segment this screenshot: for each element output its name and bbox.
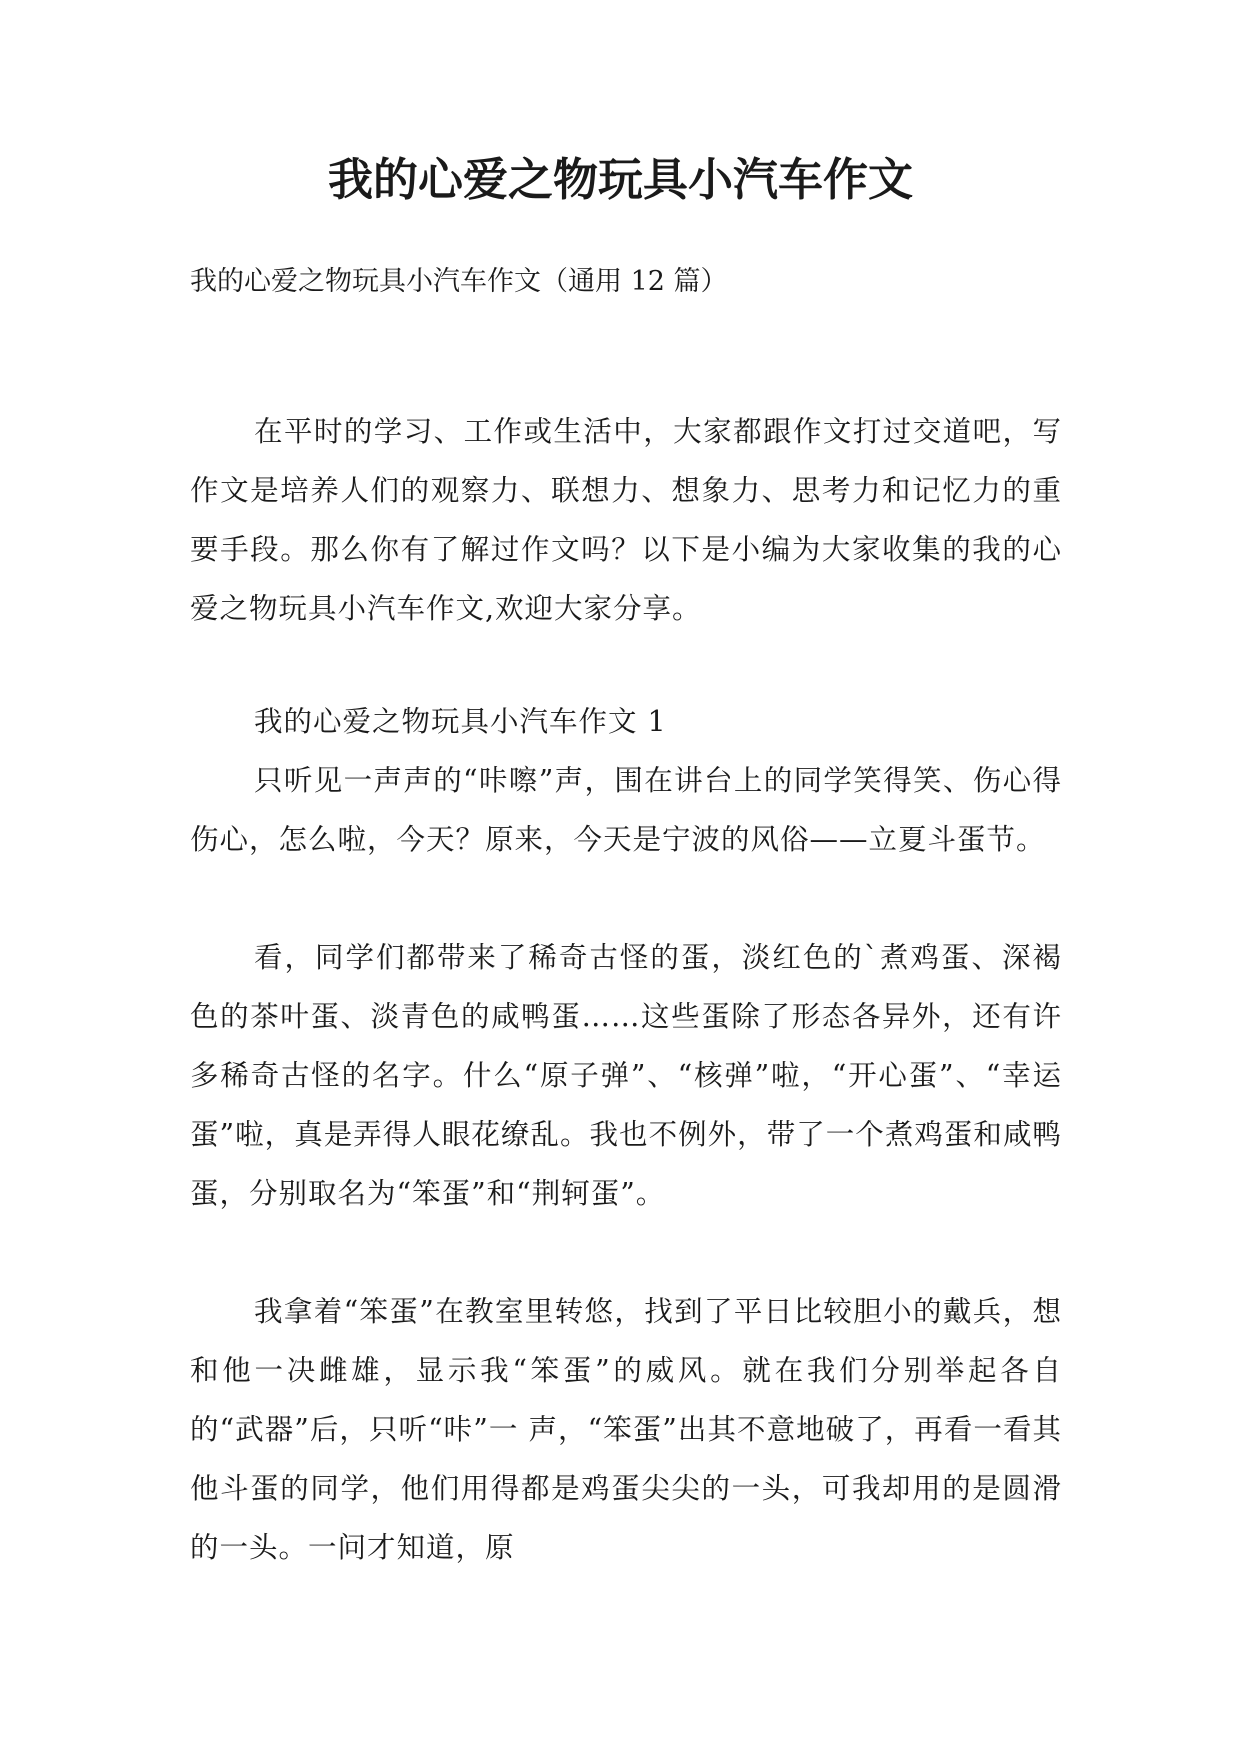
body-paragraph: 看，同学们都带来了稀奇古怪的蛋，淡红色的`煮鸡蛋、深褐色的茶叶蛋、淡青色的咸鸭蛋……这些蛋除了形态各异外，还有许多稀奇古怪的名字。什么“原子弹”、“核弹”啦，“开心蛋”、“幸运蛋”啦，真是弄得人眼花缭乱。我也不例外，带了一个煮鸡蛋和咸鸭蛋，分别取名为“笨蛋”和“荆轲蛋”。 [190, 941, 1062, 1210]
body-paragraph: 我拿着“笨蛋”在教室里转悠，找到了平日比较胆小的戴兵，想和他一决雌雄，显示我“笨蛋”的威风。就在我们分别举起各自的“武器”后，只听“咔”一 声，“笨蛋”出其不意地破了，再看一看其他斗蛋的同学，他们用得都是鸡蛋尖尖的一头，可我却用的是圆滑的一头。一问才知道，原 [190, 1295, 1062, 1564]
section-heading: 我的心爱之物玩具小汽车作文 1 [254, 705, 667, 738]
document-title: 我的心爱之物玩具小汽车作文 [327, 153, 913, 206]
body-paragraph: 只听见一声声的“咔嚓”声，围在讲台上的同学笑得笑、伤心得伤心，怎么啦，今天？原来，今天是宁波的风俗——立夏斗蛋节。 [190, 764, 1062, 856]
intro-paragraph: 在平时的学习、工作或生活中，大家都跟作文打过交道吧，写作文是培养人们的观察力、联想力、想象力、思考力和记忆力的重要手段。那么你有了解过作文吗？以下是小编为大家收集的我的心爱之物玩具小汽车作文,欢迎大家分享。 [190, 415, 1062, 625]
document-subtitle: 我的心爱之物玩具小汽车作文（通用 12 篇） [190, 266, 728, 297]
